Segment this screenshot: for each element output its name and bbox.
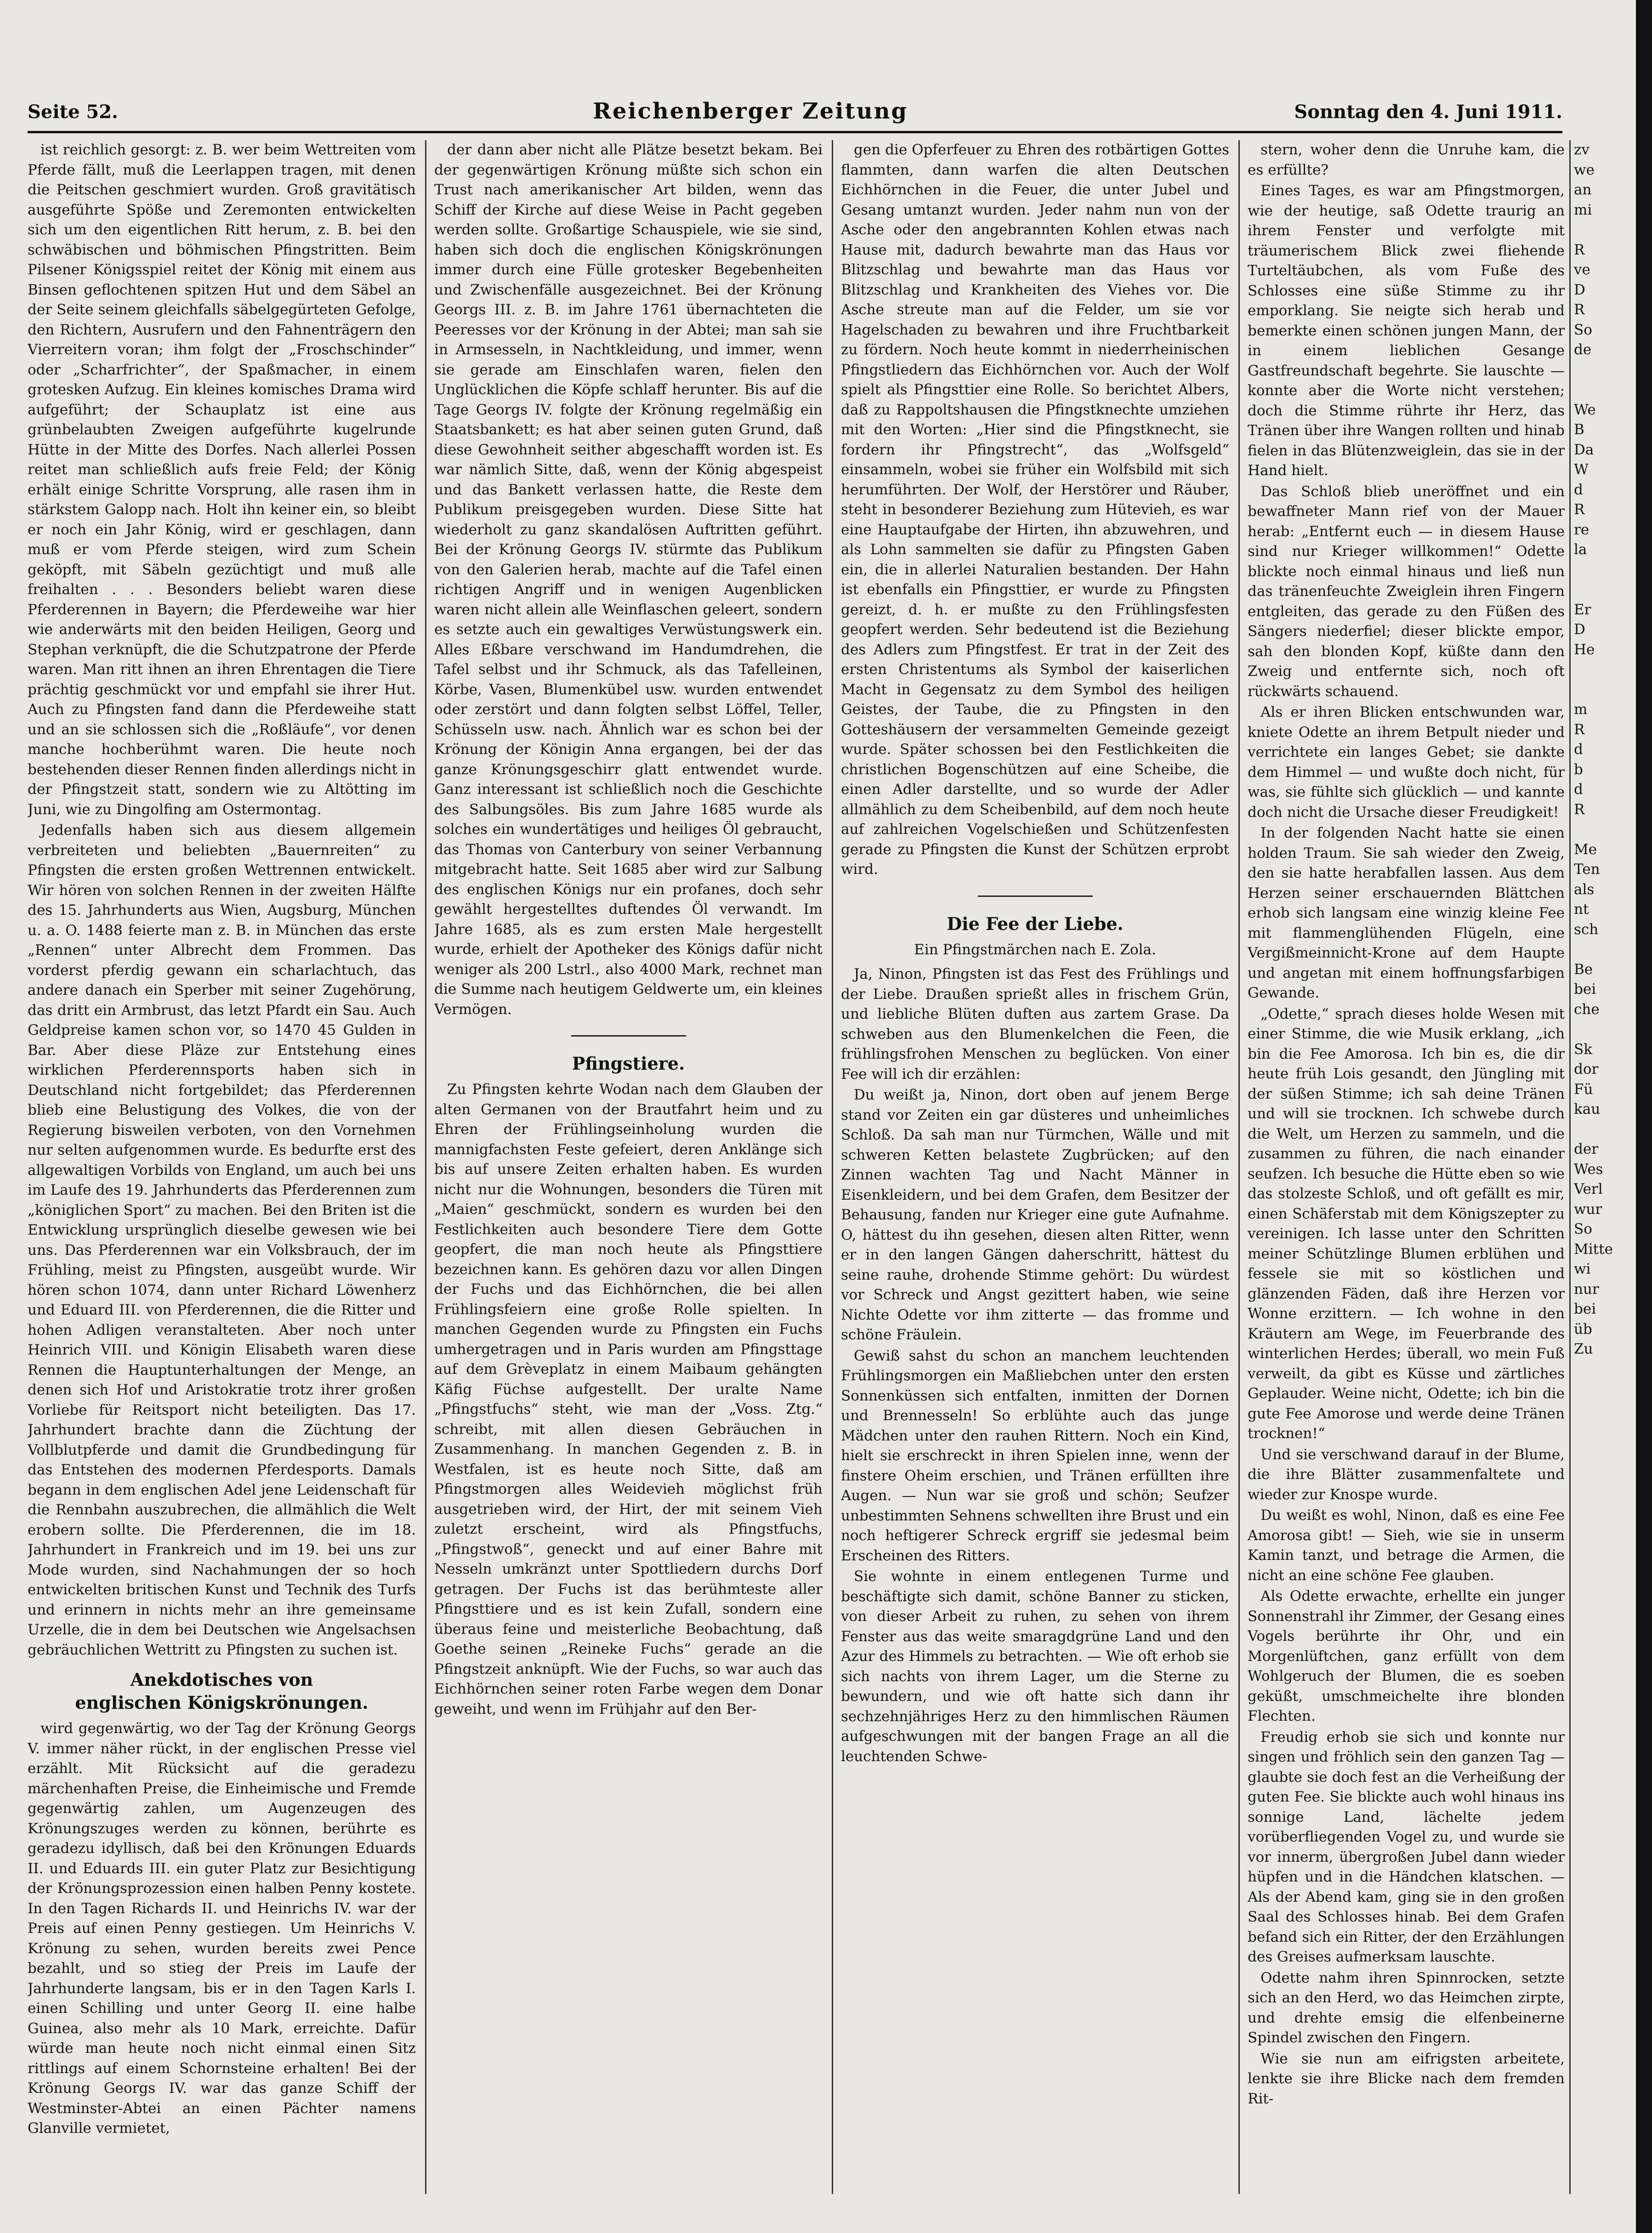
header-rule: [28, 131, 1562, 133]
paragraph: Freudig erhob sie sich und konnte nur singen und fröhlich sein den ganzen Tag — glaubte sie doch fest an die Verheißung der guten Fee. Sie blickte auch wohl hinaus ins sonnige Land, lächelte jedem vorüberfliegenden Vogel zu, und wurde sie vor innerm, übergroßen Jubel dann wieder hüpfen und in die Händchen klatschen. — Als der Abend kam, ging sie in den großen Saal des Schlosses hinab. Bei dem Grafen befand sich ein Ritter, der den Erzählungen des Greises aufmerksam lauschte.: [1248, 1729, 1565, 1965]
article-title-fee: Die Fee der Liebe.: [947, 913, 1124, 934]
paragraph: In der folgenden Nacht hatte sie einen holden Traum. Sie sah wieder den Zweig, den sie hatte herabfallen lassen. Aus dem Herzen seiner erschauernden Blättchen erhob sich langsam eine winzig kleine Fee mit flammenglühenden Flügeln, eine Vergißmeinnicht-Krone auf dem Haupte und angetan mit einem hoffnungsfarbigen Gewande.: [1248, 825, 1565, 1001]
column-4: [1248, 140, 1565, 2217]
paragraph: ist reichlich gesorgt: z. B. wer beim Wettreiten vom Pferde fällt, muß die Leerlappen tragen, mit denen die Peitschen geschmiert wurden. Groß gravitätisch ausgeführte Spöße und Zeremonten entwickelten sich um den eigentlichen Ritt herum, z. B. bei den schwäbischen und böhmischen Pfingstritten. Beim Pilsener Königsspiel reitet der König mit einem aus Binsen geflochtenen spitzen Hut und dem Säbel an der Seite seinem gleichfalls säbelgegürteten Gefolge, den Richtern, Ausrufern und den Fahnenträgern den Vierreitern voran; ihm folgt der „Froschschinder“ oder „Scharfrichter“, der Spaßmacher, in einem grotesken Aufzug. Ein kleines komisches Drama wird aufgeführt; der Schauplatz ist eine aus grünbelaubten Zweigen aufgeführte kugelrunde Hütte in der Mitte des Dorfes. Nach allerlei Possen reitet man schließlich aufs freie Feld; der König erhält einige Schritte Vorsprung, alle rasen ihm in stärkstem Galopp nach. Holt ihn keiner ein, so bleibt er noch ein Jahr König, wird er geschlagen, dann muß er vom Pferde steigen, wird zum Schein geköpft, mit Säbeln gezüchtigt und muß alle freihalten . . . Besonders beliebt waren diese Pferderennen in Bayern; die Pferdeweihe war hier wie anderwärts mit den beiden Heiligen, Georg und Stephan verknüpft, die die Schutzpatrone der Pferde waren. Man ritt ihnen an ihren Ehrentagen die Tiere prächtig geschmückt vor und empfahl sie ihrer Hut. Auch zu Pfingsten fand dann die Pferdeweihe statt und an sie schlossen sich die „Roßläufe“, vor denen manche hochberühmt waren. Die heute noch bestehenden dieser Rennen finden allerdings nicht in der Pfingstzeit statt, sondern wie zu Altötting im Juni, wie zu Dingolfing am Ostermontag.: [28, 142, 416, 818]
title-line: Anekdotisches von: [130, 1669, 313, 1690]
adjacent-page-fragment: zv we an mi R ve D R So de We B Da W d R re la Er D He m R d b d R Me Ten als nt sch Be bei che Sk dor Fü kau der Wes Verl wur So Mitte wi nur bei üb Zu: [1574, 142, 1613, 1357]
paragraph: Gewiß sahst du schon an manchem leuchtenden Frühlingsmorgen ein Maßliebchen unter den ersten Sonnenküssen sich entfalten, inmitten der Dornen und Brennesseln! So erblühte auch das junge Mädchen unter den rauhen Rittern. Noch ein Kind, hielt sie erschreckt in ihren Spielen inne, wenn der finstere Oheim erschien, und Tränen erfüllten ihre Augen. — Nun war sie groß und schön; Seufzer unbestimmten Sehnens schwellten ihre Brust und ein noch heftigerer Schreck ergriff sie jedesmal beim Erscheinen des Ritters.: [841, 1347, 1229, 1564]
paragraph: Eines Tages, es war am Pfingstmorgen, wie der heutige, saß Odette traurig an ihrem Fenster und verfolgte mit träumerischem Blick zwei fliehende Turteltäubchen, als vom Fuße des Schlosses eine süße Stimme zu ihr emporklang. Sie neigte sich herab und bemerkte einen schönen jungen Mann, der in einem lieblichen Gesange Gastfreundschaft begehrte. Sie lauschte — konnte aber die Worte nicht verstehen; doch die Stimme rührte ihr Herz, das Tränen über ihre Wangen rollten und hinab fielen in das Blütenzweiglein, das sie in der Hand hielt.: [1248, 182, 1565, 479]
paragraph: „Odette,“ sprach dieses holde Wesen mit einer Stimme, die wie Musik erklang, „ich bin die Fee Amorosa. Ich bin es, die dir heute früh Lois gesandt, den Jüngling mit der süßen Stimme; ich sah deine Tränen und will sie trocknen. Ich schwebe durch die Welt, um Herzen zu sammeln, und die zusammen zu führen, die nach einander seufzen. Ich besuche die Hütte eben so wie das stolzeste Schloß, und oft gefällt es mir, einen Schäferstab mit dem Königszepter zu vereinigen. Ich lasse unter den Schritten meiner Schützlinge Blumen erblühen und fessele sie mit so köstlichen und glänzenden Fäden, daß ihre Herzen vor Wonne erzittern. — Ich wohne in den Kräutern am Wege, im Feuerbrande des winterlichen Herdes; überall, wo mein Fuß verweilt, da gibt es Küsse und zärtliches Geplauder. Weine nicht, Odette; ich bin die gute Fee Amorose und werde deine Tränen trocknen!“: [1248, 1005, 1565, 1442]
column-divider: [832, 140, 833, 2194]
title-line: englischen Königskrönungen.: [75, 1692, 369, 1713]
paragraph: Ja, Ninon, Pfingsten ist das Fest des Frühlings und der Liebe. Draußen sprießt alles in frischem Grün, und liebliche Blüten duften aus zartem Grase. Da schweben aus den Blumenkelchen die Feen, die frühlingsfrohen Menschen zu beglücken. Von einer Fee will ich dir erzählen:: [841, 966, 1229, 1082]
paragraph: Zu Pfingsten kehrte Wodan nach dem Glauben der alten Germanen von der Brautfahrt heim und zu Ehren der Frühlingseinholung wurden die mannigfachsten Feste gefeiert, deren Anklänge sich bis auf unsere Zeiten erhalten haben. Es wurden nicht nur die Wohnungen, besonders die Türen mit „Maien“ geschmückt, sondern es wurden bei den Festlichkeiten auch besondere Tiere dem Gotte geopfert, die man noch heute als Pfingsttiere bezeichnen kann. Es gehören dazu vor allen Dingen der Fuchs und das Eichhörnchen, die bei allen Frühlingsfeiern eine große Rolle spielten. In manchen Gegenden wurde zu Pfingsten ein Fuchs umhergetragen und in Paris wurden am Pfingsttage auf dem Grèveplatz in einem Maibaum gehängten Käfig Füchse aufgestellt. Der uralte Name „Pfingstfuchs“ steht, wie man der „Voss. Ztg.“ schreibt, mit allen diesen Gebräuchen in Zusammenhang. In manchen Gegenden z. B. in Westfalen, ist es heute noch Sitte, daß am Pfingstmorgen alles Weidevieh möglichst früh ausgetrieben wird, der Hirt, der mit seinem Vieh zuletzt erscheint, wird als Pfingstfuchs, „Pfingstwoß“, geneckt und auf einer Bahre mit Nesseln umkränzt unter Spottliedern durchs Dorf getragen. Der Fuchs ist das berühmteste aller Pfingsttiere und es ist kein Zufall, sondern eine überaus feine und meisterliche Beobachtung, daß Goethe seinen „Reineke Fuchs“ gerade an die Pfingstzeit anknüpft. Wie der Fuchs, so war auch das Eichhörnchen seiner roten Farbe wegen dem Donar geweiht, und wenn im Frühjahr auf den Ber-: [434, 1081, 823, 1717]
paragraph: Sie wohnte in einem entlegenen Turme und beschäftigte sich damit, schöne Banner zu sticken, von dieser Arbeit zu ruhen, zu sehen von ihrem Fenster aus das weite smaragdgrüne Land und den Azur des Himmels zu betrachten. — Wie oft erhob sie sich nachts von ihrem Lager, um die Sterne zu bewundern, und wie oft hatte sich dann ihr sechzehnjähriges Herz zu den himmlischen Räumen aufgeschwungen mit der bangen Frage an all die leuchtenden Schwe-: [841, 1568, 1229, 1765]
scan-edge: [1636, 0, 1652, 2233]
paragraph: Als er ihren Blicken entschwunden war, kniete Odette an ihrem Betpult nieder und verrichtete ein langes Gebet; sie dankte dem Himmel — und wußte doch nicht, für was, sie fühlte sich glücklich — und kannte doch nicht die Ursache dieser Freudigkeit!: [1248, 704, 1565, 821]
column-1: [28, 140, 416, 2217]
paragraph: Du weißt es wohl, Ninon, daß es eine Fee Amorosa gibt! — Sieh, wie sie in unserm Kamin tanzt, und betrage die Armen, die nicht an eine schöne Fee glauben.: [1248, 1507, 1565, 1584]
article-title-coronations: [28, 1668, 416, 1714]
paragraph: Das Schloß blieb uneröffnet und ein bewaffneter Mann rief von der Mauer herab: „Entfernt euch — in diesem Hause sind nur Krieger willkommen!“ Odette blickte noch einmal hinaus und ließ nun das tränenfeuchte Zweiglein ihren Fingern entgleiten, das gerade zu den Füßen des Sängers niederfiel; dieser blickte empor, sah den blonden Kopf, küßte dann den Zweig und entfernte sich, noch oft rückwärts schauend.: [1248, 483, 1565, 700]
column-divider: [1569, 140, 1571, 2194]
separator: [978, 895, 1093, 897]
paragraph: Odette nahm ihren Spinnrocken, setzte sich an den Herd, wo das Heimchen zirpte, und drehte emsig die elfenbeinerne Spindel zwischen den Fingern.: [1248, 1969, 1565, 2046]
paragraph: Du weißt ja, Ninon, dort oben auf jenem Berge stand vor Zeiten ein gar düsteres und unheimliches Schloß. Da sah man nur Türmchen, Wälle und mit schweren Ketten belastete Zugbrücken; auf den Zinnen wachten Tag und Nacht Männer in Eisenkleidern, und bei dem Grafen, dem Besitzer der Behausung, fanden nur Krieger eine gute Aufnahme. O, hättest du ihn gesehen, diesen alten Ritter, wenn er in den langen Gängen daherschritt, hättest du seine rauhe, drohende Stimme gehört: Du würdest vor Schreck und Angst gezittert haben, wie seine Nichte Odette vor ihm zitterte — das fromme und schöne Fräulein.: [841, 1087, 1229, 1343]
paragraph: stern, woher denn die Unruhe kam, die es erfüllte?: [1248, 142, 1565, 178]
column-divider: [1238, 140, 1240, 2194]
paragraph: Jedenfalls haben sich aus diesem allgemein verbreiteten und beliebten „Bauernreiten“ zu Pfingsten die ersten großen Wettrennen entwickelt. Wir hören von solchen Rennen in der zweiten Hälfte des 15. Jahrhunderts aus Wien, Augsburg, München u. a. O. 1488 feierte man z. B. in München das erste „Rennen“ unter Albrecht dem Frommen. Das vorderst pferdig gewann ein scharlachtuch, das andere danach ein Sperber mit seiner Zugehörung, das dritt ein Armbrust, das letzt Pfardt ein Sau. Auch Geldpreise kamen schon vor, so 1470 45 Gulden in Bar. Aber diese Pläze zur Entstehung eines wirklichen Pferderennsports haben sich in Deutschland nicht fortgebildet; das Pferderennen blieb eine Belustigung des Volkes, die von der Regierung bisweilen verboten, von den Vornehmen nur selten aufgenommen wurde. Es bedurfte erst des allgewaltigen Vorbilds von England, um auch bei uns im Laufe des 19. Jahrhunderts das Pferderennen zum „königlichen Sport“ zu machen. Bei den Briten ist die Entwicklung ursprünglich dieselbe gewesen wie bei uns. Das Pferderennen war ein Volksbrauch, der im Frühling, meist zu Pfingsten, ausgeübt wurde. Wir hören schon 1074, dann unter Richard Löwenherz und Eduard III. von Pferderennen, die die Ritter und hohen Adligen veranstalteten. Aber noch unter Heinrich VIII. und Königin Elisabeth waren diese Rennen die Hauptunterhaltungen der Menge, an denen sich Hof und Aristokratie trotz ihrer großen Vorliebe für Reitsport nicht beteiligten. Das 17. Jahrhundert brachte dann die Züchtung der Vollblutpferde und damit die Grundbedingung für das Entstehen des modernen Pferdesports. Damals begann in dem englischen Adel jene Leidenschaft für die Rennbahn auszubrechen, die allmählich die Welt erobern sollte. Die Pferderennen, die im 18. Jahrhundert in Frankreich und im 19. bei uns zur Mode wurden, sind Nachahmungen der so hoch entwickelten britischen Kunst und Technik des Turfs und erinnern in nichts mehr an ihre gemeinsame Urzelle, die in dem bei Deutschen wie Angelsachsen gebräuchlichen Wettritt zu Pfingsten zu suchen ist.: [28, 822, 416, 1658]
paragraph: der dann aber nicht alle Plätze besetzt bekam. Bei der gegenwärtigen Krönung müßte sich schon ein Trust nach amerikanischer Art bilden, wenn das Schiff der Kirche auf diese Weise in Pacht gegeben werden sollte. Großartige Schauspiele, wie sie sind, haben sich doch die englischen Königskrönungen immer durch eine Fülle grotesker Begebenheiten und Zwischenfälle ausgezeichnet. Bei der Krönung Georgs III. z. B. im Jahre 1761 übernachteten die Peeresses vor der Krönung in der Abtei; man sah sie in Armsesseln, in Nachtkleidung, und immer, wenn sie gerade am Einschlafen waren, fielen den Unglücklichen die Köpfe schlaff herunter. Bis auf die Tage Georgs IV. folgte der Krönung regelmäßig ein Staatsbankett; es hat aber seinen guten Grund, daß diese Gewohnheit seither abgeschafft worden ist. Es war nämlich Sitte, daß, wenn der König abgespeist und das Bankett verlassen hatte, die Reste dem Publikum preisgegeben wurden. Diese Sitte hat wiederholt zu ganz skandalösen Auftritten geführt. Bei der Krönung Georgs IV. stürmte das Publikum von den Galerien herab, machte auf die Tafel einen richtigen Angriff und in wenigen Augenblicken waren nicht allein alle Weinflaschen geleert, sondern es setzte auch ein gewaltiges Verwüstungswerk ein. Alles Eßbare verschwand im Handumdrehen, die Tafel selbst und ihr Schmuck, als das Tafelleinen, Körbe, Vasen, Blumenkübel usw. wurden entwendet oder zerstört und dann folgten selbst Löffel, Teller, Schüsseln usw. nach. Ähnlich war es schon bei der Krönung der Königin Anna ergangen, bei der das ganze Krönungsgeschirr glatt entwendet wurde. Ganz interessant ist schließlich noch die Geschichte des Salbungsöles. Bis zum Jahre 1685 wurde als solches ein wundertätiges und heiliges Öl gebraucht, das Thomas von Canterbury von seiner Verbannung mitgebracht hatte. Seit 1685 aber wird zur Salbung des englischen Königs nur ein profanes, doch sehr gewählt hergestelltes duftendes Öl verwandt. Im Jahre 1685, als es zum ersten Male hergestellt wurde, erhielt der Apotheker des Königs dafür nicht weniger als 200 Lstrl., also 4000 Mark, rechnet man die Summe nach heutigem Geldwerte um, ein kleines Vermögen.: [434, 142, 823, 1018]
column-3: [841, 140, 1229, 2217]
column-divider: [425, 140, 426, 2194]
paragraph: gen die Opferfeuer zu Ehren des rotbärtigen Gottes flammten, dann warfen die alten Deutschen Eichhörnchen in die Feuer, die unter Jubel und Gesang umtanzt wurden. Jeder nahm nun von der Asche oder den angebrannten Kohlen etwas nach Hause mit, dadurch bewahrte man das Haus vor Blitzschlag und bewahrte man das Haus vor Blitzschlag und Krankheiten des Viehes vor. Die Asche streute man auf die Felder, um sie vor Hagelschaden zu bewahren und ihre Fruchtbarkeit zu fördern. Noch heute kommt in niederrheinischen Pfingstliedern das Eichhörnchen vor. Auch der Wolf spielt als Pfingsttier eine Rolle. So berichtet Albers, daß zu Rappoltshausen die Pfingstknechte umziehen mit den Worten: „Hier sind die Pfingstknecht, sie fordern ihr Pfingstrecht“, das „Wolfsgeld“ einsammeln, wobei sie früher ein Wolfsbild mit sich herumführten. Der Wolf, der Herstörer und Räuber, steht in besonderer Beziehung zum Hütevieh, es war eine Hauptaufgabe der Hirten, ihn abzuwehren, und als Lohn sammelten sie dafür zu Pfingsten Gaben ein, die in allerlei Naturalien bestanden. Der Hahn ist ebenfalls ein Pfingsttier, er wurde zu Pfingsten gereizt, d. h. er mußte zu den Frühlingsfesten geopfert werden. Sehr bedeutend ist die Beziehung des Adlers zum Pfingstfest. Er trat in der Zeit des ersten Christentums als Symbol der kaiserlichen Macht in Gegensatz zu dem Symbol des heiligen Geistes, der Taube, die zu Pfingsten in den Gotteshäusern der versammelten Gemeinde gezeigt wurde. Später schossen bei den Festlichkeiten die christlichen Bogenschützen auf eine Scheibe, die einen Adler darstellte, und so wurde der Adler allmählich zu dem Scheibenbild, auf dem noch heute auf zahlreichen Vogelschießen und Schützenfesten gerade zu Pfingsten die Kunst der Schützen erprobt wird.: [841, 142, 1229, 878]
article-subtitle: Ein Pfingstmärchen nach E. Zola.: [914, 941, 1156, 958]
issue-date: Sonntag den 4. Juni 1911.: [1294, 101, 1562, 123]
article-title-pfingstiere: Pfingstiere.: [572, 1053, 685, 1074]
paragraph: wird gegenwärtig, wo der Tag der Krönung Georgs V. immer näher rückt, in der englischen Presse viel erzählt. Mit Rücksicht auf die geradezu märchenhaften Preise, die Einheimische und Fremde gegenwärtig zahlen, um Augenzeugen des Krönungszuges werden zu können, berührte es geradezu idyllisch, daß bei den Krönungen Eduards II. und Eduards III. ein guter Platz zur Besichtigung der Krönungsprozession einen halben Penny kostete. In den Tagen Richards II. und Heinrichs IV. war der Preis auf einen Penny gestiegen. Um Heinrichs V. Krönung zu sehen, wurden bereits zwei Pence bezahlt, und so stieg der Preis im Laufe der Jahrhunderte langsam, bis er in den Tagen Karls I. einen Schilling und unter Georg II. eine halbe Guinea, also mehr als 10 Mark, erreichte. Dafür würde man heute noch nicht einmal einen Sitz rittlings auf einem Schornsteine erhalten! Bei der Krönung Georgs IV. war das ganze Schiff der Westminster-Abtei an einen Pächter namens Glanville vermietet,: [28, 1720, 416, 2137]
paragraph: Als Odette erwachte, erhellte ein junger Sonnenstrahl ihr Zimmer, der Gesang eines Vogels berührte ihr Ohr, und ein Morgenlüftchen, ganz erfüllt von dem Wohlgeruch der Blumen, die es soeben geküßt, umschmeichelte ihre blonden Flechten.: [1248, 1588, 1565, 1724]
page-number: Seite 52.: [28, 101, 118, 123]
paragraph: Wie sie nun am eifrigsten arbeitete, lenkte sie ihre Blicke nach dem fremden Rit-: [1248, 2050, 1565, 2107]
column-2: [434, 140, 823, 2217]
newspaper-name: Reichenberger Zeitung: [593, 98, 908, 124]
separator: [571, 1035, 686, 1037]
paragraph: Und sie verschwand darauf in der Blume, die ihre Blätter zusammenfaltete und wieder zur Knospe wurde.: [1248, 1446, 1565, 1503]
page-header: [28, 92, 1562, 133]
